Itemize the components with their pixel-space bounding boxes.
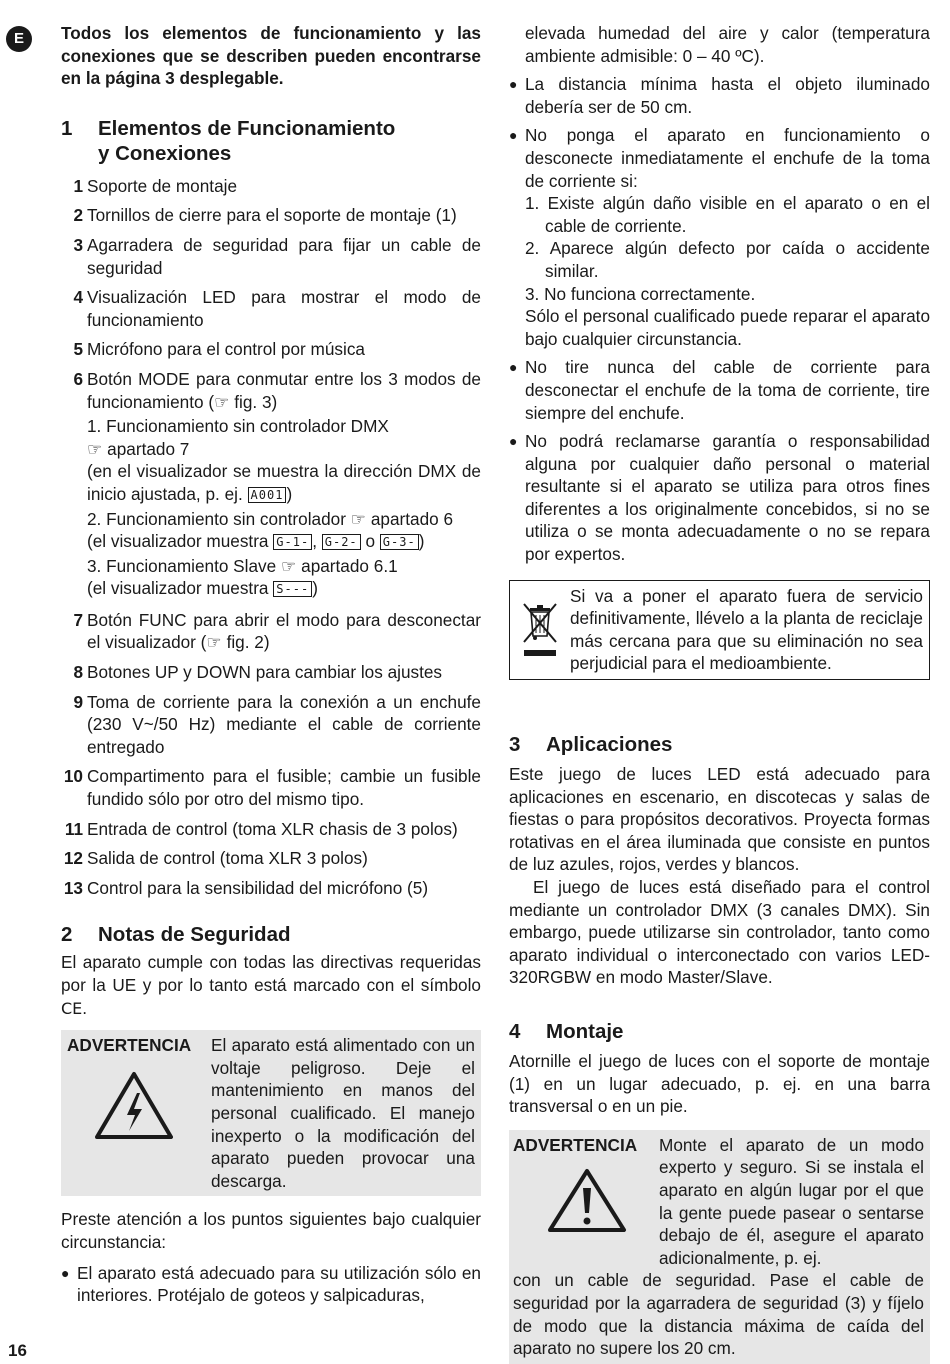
item-number: 3 [73,234,83,255]
safety-bullets [61,1262,481,1307]
sub-item [87,555,481,600]
bullet-text [525,124,930,350]
item-text: Soporte de montaje [87,175,238,196]
list-item [61,338,481,361]
bullet-text: El aparato está adecuado para su utilización sólo en interiores. Protéjalo de goteos y salpicaduras, [77,1262,481,1306]
controls-list [61,175,481,900]
item-number: 7 [73,609,83,630]
item-text: Botones UP y DOWN para cambiar los ajustes [87,662,443,683]
crossed-bin-icon [520,598,560,662]
sub-item-text: ) [312,578,318,599]
display-readout: G-1- [273,534,312,550]
page-number: 16 [8,1341,27,1360]
list-item [61,847,481,870]
language-badge: E [6,26,32,52]
list-item [61,204,481,227]
item-number: 13 [63,877,83,898]
section-number: 1 [61,116,73,140]
item-text: Tornillos de cierre para el soporte de montaje (1) [87,205,457,226]
section-title [98,116,395,166]
sub-item-text: o [365,531,375,552]
item-text: Entrada de control (toma XLR chasis de 3 polos) [87,818,458,839]
section-title: Montaje [546,1019,624,1043]
item-text [87,368,481,602]
bullet-text-after: Sólo el personal cualificado puede reparar el aparato bajo cualquier circunstancia. [525,306,930,349]
paragraph: Preste atención a los puntos siguientes bajo cualquier circunstancia: [61,1209,481,1252]
display-readout: A001 [248,487,287,503]
item-text: Botón FUNC para abrir el modo para desconectar el visualizador (☞ fig. 2) [87,609,481,653]
safety-bullets [509,73,930,565]
list-item [61,234,481,279]
section-number: 4 [509,1019,521,1043]
list-item [61,765,481,810]
section-title-line: y Conexiones [98,141,232,165]
item-number: 6 [73,368,83,389]
sub-item [87,415,481,505]
section-title: Aplicaciones [546,733,673,757]
list-item [61,368,481,602]
bullet-text: No podrá reclamarse garantía o responsabilidad alguna por cualquier daño personal o material resultante si el aparato se utiliza para otros fines diferentes a los originalmente concebidos, si no se utiliza o se monta adecuadamente o no se repara por expertos. [525,431,930,565]
recycle-box [510,585,570,675]
sub-item [87,508,481,553]
warning-text: El aparato está alimentado con un voltaje peligroso. Deje el mantenimiento en manos del personal cualificado. El manejo inexperto o la modificación del aparato pueden provocar una descarga. [211,1035,475,1191]
list-item [61,877,481,900]
item-text: Toma de corriente para la conexión a un enchufe (230 V~/50 Hz) mediante el cable de corriente entregado [87,691,481,757]
item-text: Agarradera de seguridad para fijar un cable de seguridad [87,234,481,278]
warning-label: ADVERTENCIA [67,1035,192,1056]
item-text: Micrófono para el control por música [87,339,365,360]
section-2-heading [61,922,481,947]
paragraph-text: El aparato cumple con todas las directivas requeridas por la UE y por lo tanto está marcado con el símbolo [61,952,481,995]
left-column [61,22,481,1313]
section-title-line: Elementos de Funcionamiento [98,116,396,140]
list-item [61,609,481,654]
bullet-icon: ● [509,127,518,144]
item-number: 2 [73,205,83,226]
display-readout: G-2- [322,534,361,550]
sub-item-text: , [312,531,317,552]
bullet-item [509,356,930,424]
sub-item-text: (en el visualizador se muestra la dirección DMX de inicio ajustada, p. ej. [87,461,481,504]
item-number: 11 [64,818,83,839]
sub-item-text: 3. Funcionamiento Slave ☞ apartado 6.1 [87,555,398,576]
item-text: Visualización LED para mostrar el modo de funcionamiento [87,287,481,330]
list-item [61,691,481,759]
item-number: 8 [73,662,83,683]
warning-label: ADVERTENCIA [513,1134,638,1155]
condition-item: 3. No funciona correctamente. [525,283,756,304]
warning-text: Monte el aparato de un modo experto y seguro. Si se instala el aparato en algún lugar por el que la gente puede pasear o sentarse debajo de él, asegure el aparato adicionalmente, p. ej. [659,1134,924,1268]
item-number: 1 [73,175,83,196]
section-number: 3 [509,733,521,757]
paragraph [61,951,481,1020]
exclamation-warning-icon [547,1168,627,1232]
bullet-icon: ● [509,359,518,376]
ce-mark-icon: CE [61,998,83,1018]
warning-text-continued: con un cable de seguridad. Pase el cable de seguridad por la agarradera de seguridad (3) y fíjelo de modo que la distancia máxima de caída del aparato no supere los 20 cm. [513,1270,924,1359]
section-1-heading [61,116,481,166]
display-readout: S--- [273,581,312,597]
paragraph: Atornille el juego de luces con el soporte de montaje (1) en un lugar adecuado, p. ej. en una barra transversal o en un pie. [509,1050,930,1117]
display-readout: G-3- [380,534,419,550]
recycling-text: Si va a poner el aparato fuera de servicio definitivamente, llévelo a la planta de reciclaje más cercana para que su eliminación no sea perjudicial para el medioambiente. [570,585,923,674]
list-item [61,175,481,198]
section-title: Notas de Seguridad [98,923,291,947]
mode-sublist [87,415,481,600]
item-text-main: Botón MODE para conmutar entre los 3 modos de funcionamiento (☞ fig. 3) [87,368,481,412]
high-voltage-icon [95,1071,173,1139]
bullet-icon: ● [61,1264,70,1281]
bullet-text: La distancia mínima hasta el objeto iluminado debería ser de 50 cm. [525,74,930,117]
sub-item-text: ) [418,531,425,552]
sub-item-text: ) [286,483,293,504]
item-text: Control para la sensibilidad del micrófono (5) [87,877,429,898]
condition-item: 1. Existe algún daño visible en el aparato o en el cable de corriente. [525,193,930,236]
paragraph-text: . [82,997,88,1018]
section-4-heading [509,1019,930,1044]
section-number: 2 [61,923,73,947]
right-column [509,22,930,1364]
bullet-icon: ● [509,76,518,93]
warning-side [513,1134,659,1270]
section-3-heading [509,732,930,757]
sub-item-text: (el visualizador muestra [87,578,269,599]
list-item [61,661,481,684]
sub-item-text: 2. Funcionamiento sin controlador ☞ apartado 6 [87,508,454,529]
condition-list [525,192,930,305]
intro-text: Todos los elementos de funcionamiento y las conexiones que se describen pueden encontrarse en la página 3 desplegable. [61,23,481,89]
bullet-item [509,124,930,350]
bullet-item [61,1262,481,1307]
paragraph: Este juego de luces LED está adecuado para aplicaciones en escenario, en discotecas y salas de fiestas o para propósitos decorativos. Proyecta formas rotativas en el área iluminada que consiste en puntos de luz azules, rojos, verdes y blancos. [509,764,930,875]
item-text: Compartimento para el fusible; cambie un fusible fundido sólo por otro del mismo tipo. [87,766,481,810]
bullet-item [509,430,930,566]
bullet-icon: ● [509,433,518,450]
bullet-continuation: elevada humedad del aire y calor (temperatura ambiente admisible: 0 – 40 ºC). [525,23,930,66]
condition-item: 2. Aparece algún defecto por caída o accidente similar. [525,238,930,281]
list-item [61,286,481,331]
item-text: Salida de control (toma XLR 3 polos) [87,848,368,869]
warning-box [509,1130,930,1364]
item-number: 5 [73,339,83,360]
item-number: 4 [73,287,83,308]
warning-side [67,1034,211,1192]
warning-box [61,1030,481,1196]
paragraph: El juego de luces está diseñado para el control mediante un controlador DMX (3 canales DMX). Sin embargo, puede utilizarse sin controlador, tanto como aparato individual o interconectado con varios LED-320RGBW en modo Master/Slave. [509,877,930,988]
item-number: 12 [63,848,83,869]
bullet-text: No tire nunca del cable de corriente para desconectar el enchufe de la toma de corriente, tire siempre del enchufe. [525,357,930,423]
item-number: 9 [73,691,83,712]
recycling-notice [509,580,930,680]
warning-top [513,1134,924,1270]
sub-item-text: (el visualizador muestra [87,531,269,552]
item-number: 10 [63,766,83,787]
list-item [61,818,481,841]
bullet-item [509,73,930,118]
sub-item-text: ☞ apartado 7 [87,438,190,459]
bullet-text-main: No ponga el aparato en funcionamiento o desconecte inmediatamente el enchufe de la toma de corriente si: [525,125,930,191]
sub-item-text: 1. Funcionamiento sin controlador DMX [87,416,389,437]
